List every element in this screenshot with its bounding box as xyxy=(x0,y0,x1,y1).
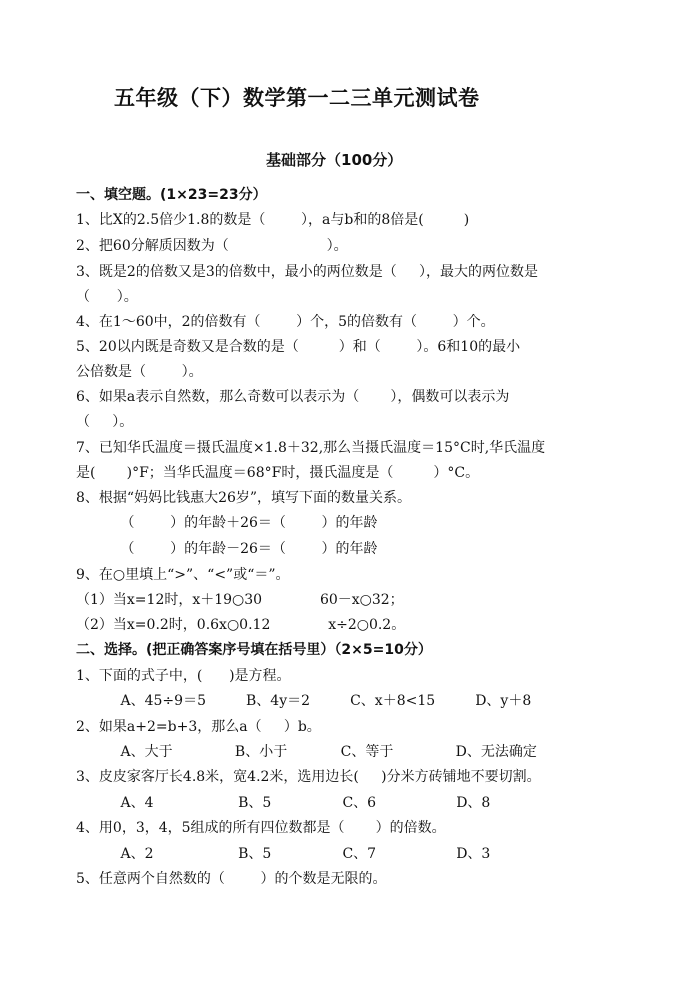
question-line: 9、在○里填上“>”、“<”或“＝”。 xyxy=(76,567,290,583)
exam-title: 五年级（下）数学第一二三单元测试卷 xyxy=(114,86,480,110)
question-line: （ ）的年龄－26＝（ ）的年龄 xyxy=(76,541,378,557)
question-line: 3、皮皮家客厅长4.8米，宽4.2米，选用边长( )分米方砖铺地不要切割。 xyxy=(76,769,541,785)
question-line: 7、已知华氏温度＝摄氏温度×1.8＋32,那么当摄氏温度＝15°C时,华氏温度 xyxy=(76,440,546,456)
section-heading: 二、选择。(把正确答案序号填在括号里）（2×5=10分） xyxy=(76,642,432,658)
question-line: A、2 B、5 C、7 D、3 xyxy=(76,846,491,862)
question-line: 2、把60分解质因数为（ ）。 xyxy=(76,238,348,254)
section-heading: 一、填空题。(1×23=23分） xyxy=(76,187,267,203)
question-line: 4、在1～60中，2的倍数有（ ）个，5的倍数有（ ）个。 xyxy=(76,314,495,330)
question-line: 是( )°F；当华氏温度＝68°F时，摄氏温度是（ ）°C。 xyxy=(76,465,480,481)
question-line: 4、用0，3，4，5组成的所有四位数都是（ ）的倍数。 xyxy=(76,820,446,836)
question-line: 1、下面的式子中，( )是方程。 xyxy=(76,668,291,684)
question-line: （1）当x=12时，x＋19○30 60－x○32； xyxy=(76,592,404,608)
question-line: 1、比X的2.5倍少1.8的数是（ ），a与b和的8倍是( ) xyxy=(76,212,470,228)
question-line: （2）当x=0.2时，0.6x○0.12 x÷2○0.2。 xyxy=(76,617,406,633)
question-line: A、4 B、5 C、6 D、8 xyxy=(76,795,491,811)
question-line: A、大于 B、小于 C、等于 D、无法确定 xyxy=(76,744,537,760)
question-line: 8、根据“妈妈比钱惠大26岁”，填写下面的数量关系。 xyxy=(76,490,412,506)
question-line: 3、既是2的倍数又是3的倍数中，最小的两位数是（ ），最大的两位数是 xyxy=(76,264,538,280)
question-line: （ ）。 xyxy=(76,414,134,430)
exam-subtitle: 基础部分（100分） xyxy=(266,151,403,169)
question-line: 5、20以内既是奇数又是合数的是（ ）和（ ）。6和10的最小 xyxy=(76,339,521,355)
question-line: （ ）。 xyxy=(76,289,138,305)
question-line: 5、任意两个自然数的（ ）的个数是无限的。 xyxy=(76,871,387,887)
question-line: A、45÷9＝5 B、4y＝2 C、x＋8<15 D、y＋8 xyxy=(76,693,532,709)
question-line: 6、如果a表示自然数，那么奇数可以表示为（ ），偶数可以表示为 xyxy=(76,389,510,405)
question-line: 公倍数是（ ）。 xyxy=(76,364,203,380)
question-line: （ ）的年龄＋26＝（ ）的年龄 xyxy=(76,515,378,531)
question-line: 2、如果a+2=b+3，那么a（ ）b。 xyxy=(76,719,321,735)
